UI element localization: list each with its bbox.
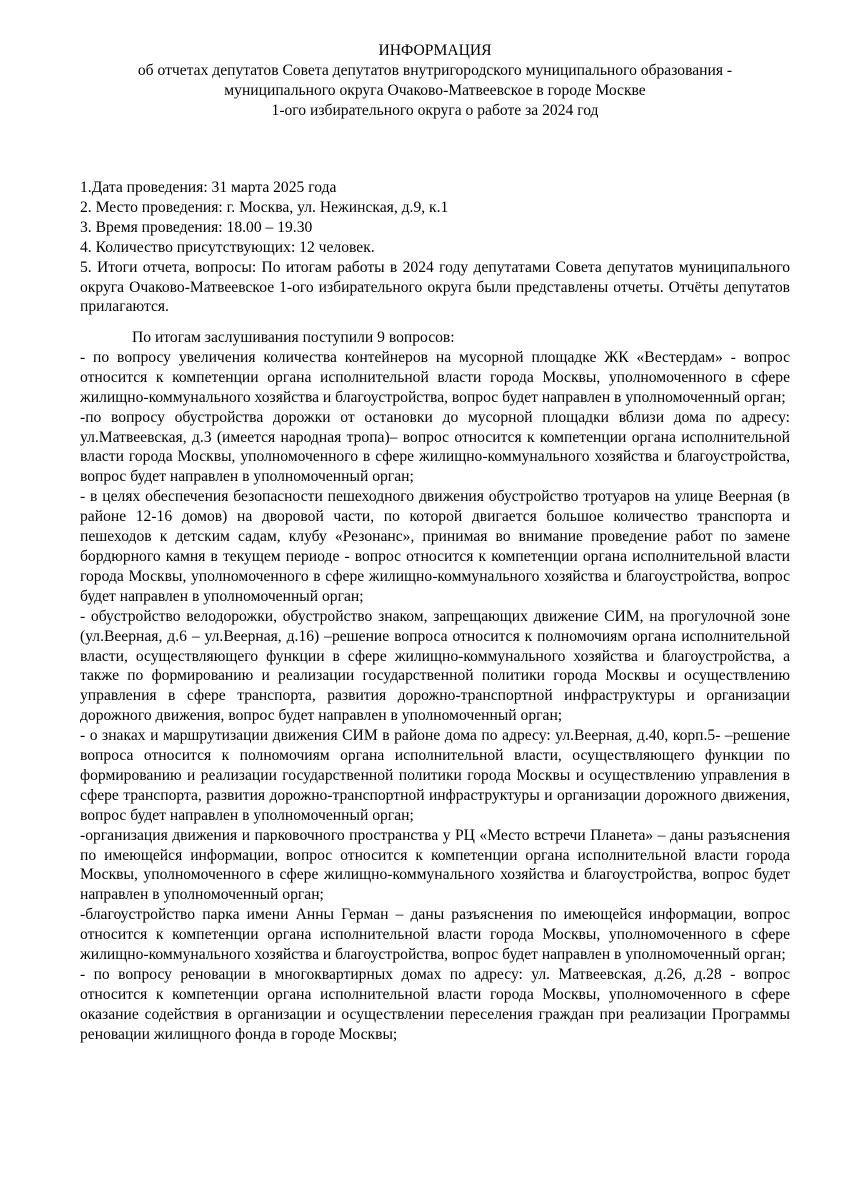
question-item: -по вопросу обустройства дорожки от остановки до мусорной площадки вблизи дома по адресу: ул.Матвеевская, д.3 (имеется народная тропа)– вопрос относится к компетенции органа исполнительной власти города Москвы, уполномоченного в сфере жилищно-коммунального хозяйства и благоустройства, вопрос будет направлен в уполномоченный орган; [80, 408, 790, 486]
header-line-3: 1-ого избирательного округа о работе за 2024 год [271, 101, 599, 119]
document-header [80, 41, 790, 121]
question-item: - по вопросу увеличения количества контейнеров на мусорной площадке ЖК «Вестердам» - вопрос относится к компетенции органа исполнительной власти города Москвы, уполномоченного в сфере жилищно-коммунального хозяйства и благоустройства, вопрос будет направлен в уполномоченный орган; [80, 348, 790, 406]
document-title: ИНФОРМАЦИЯ [378, 42, 492, 59]
meeting-time: 3. Время проведения: 18.00 – 19.30 [80, 218, 313, 236]
questions-section [80, 328, 790, 1045]
question-item: - в целях обеспечения безопасности пешеходного движения обустройство тротуаров на улице Веерная (в районе 12-16 домов) на дворовой части, по которой двигается большое количество транспорта и пешеходов к детским садам, клубу «Резонанс», принимая во внимание проведение работ по замене бордюрного камня в текущем периоде - вопрос относится к компетенции органа исполнительной власти города Москвы, уполномоченного в сфере жилищно-коммунального хозяйства и благоустройства, вопрос будет направлен в уполномоченный орган; [80, 488, 790, 605]
header-line-2: муниципального округа Очаково-Матвеевское в городе Москве [224, 81, 646, 99]
meeting-place: 2. Место проведения: г. Москва, ул. Нежинская, д.9, к.1 [80, 198, 449, 216]
question-item: - по вопросу реновации в многоквартирных домах по адресу: ул. Матвеевская, д.26, д.28 - вопрос относится к компетенции органа исполнительной власти города Москвы, уполномоченного в сфере оказание содействия в организации и осуществлении переселения граждан при реализации Программы реновации жилищного фонда в городе Москвы; [80, 966, 790, 1043]
attendee-count: 4. Количество присутствующих: 12 человек. [80, 238, 375, 256]
question-item: - обустройство велодорожки, обустройство знаком, запрещающих движение СИМ, на прогулочной зоне (ул.Веерная, д.6 – ул.Веерная, д.16) –решение вопроса относится к полномочиям органа исполнительной власти, осуществляющего функции в сфере жилищно-коммунального хозяйства и благоустройства, а также по формированию и реализации государственной политики города Москвы и осуществлению управления в сфере транспорта, развития дорожно-транспортной инфраструктуры и организации дорожного движения, вопрос будет направлен в уполномоченный орган; [80, 607, 790, 725]
question-item: -благоустройство парка имени Анны Герман – даны разъяснения по имеющейся информации, вопрос относится к компетенции органа исполнительной власти города Москвы, уполномоченного в сфере жилищно-коммунального хозяйства и благоустройства, вопрос будет направлен в уполномоченный орган; [80, 906, 790, 964]
question-item: - о знаках и маршрутизации движения СИМ в районе дома по адресу: ул.Веерная, д.40, корп.5- –решение вопроса относится к полномочиям органа исполнительной власти, осуществляющего функции по формированию и реализации государственной политики города Москвы и осуществлению управления в сфере транспорта, развития дорожно-транспортной инфраструктуры и организации дорожного движения, вопрос будет направлен в уполномоченный орган; [80, 727, 790, 824]
meeting-details [80, 178, 790, 317]
meeting-date: 1.Дата проведения: 31 марта 2025 года [80, 179, 337, 196]
question-item: -организация движения и парковочного пространства у РЦ «Место встречи Планета» – даны разъяснения по имеющейся информации, вопрос относится к компетенции органа исполнительной власти города Москвы, уполномоченного в сфере жилищно-коммунального хозяйства и благоустройства, вопрос будет направлен в уполномоченный орган; [80, 826, 790, 904]
header-line-1: об отчетах депутатов Совета депутатов внутригородского муниципального образования - [137, 61, 733, 79]
report-results: 5. Итоги отчета, вопросы: По итогам работы в 2024 году депутатами Совета депутатов муниципального округа Очаково-Матвеевское 1-ого избирательного округа были представлены отчеты. Отчёты депутатов прилагаются. [80, 258, 790, 316]
questions-intro: По итогам заслушивания поступили 9 вопросов: [132, 329, 455, 346]
